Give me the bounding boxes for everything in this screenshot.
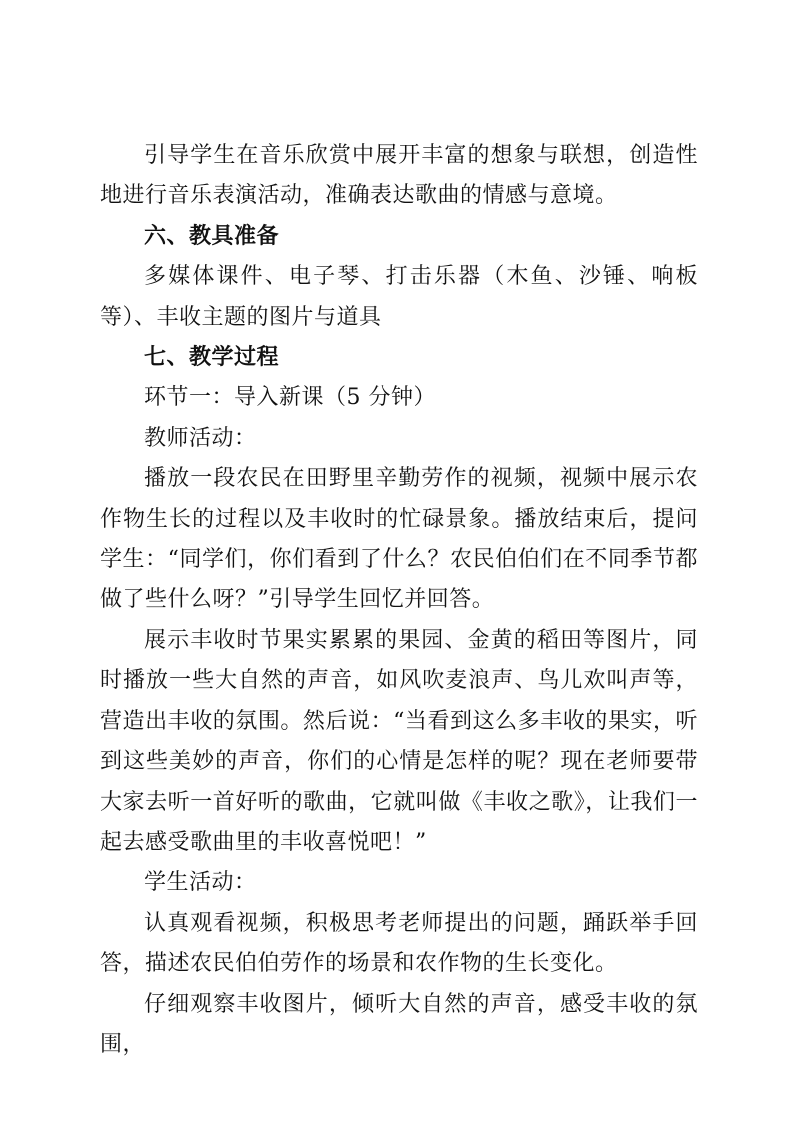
paragraph-student-watch: 认真观看视频，积极思考老师提出的问题，踊跃举手回答，描述农民伯伯劳作的场景和农作物的生长变化。 bbox=[100, 910, 698, 977]
paragraph-teacher-activity-label: 教师活动： bbox=[144, 425, 257, 451]
paragraph-harvest-pictures: 展示丰收时节果实累累的果园、金黄的稻田等图片，同时播放一些大自然的声音，如风吹麦浪声、鸟儿欢叫声等，营造出丰收的氛围。然后说：“当看到这么多丰收的果实，听到这些美妙的声音，你们的心情是怎样的呢？现在老师要带大家去听一首好听的歌曲，它就叫做《丰收之歌》，让我们一起去感受歌曲里的丰收喜悦吧！” bbox=[100, 627, 698, 855]
paragraph-video-intro: 播放一段农民在田野里辛勤劳作的视频，视频中展示农作物生长的过程以及丰收时的忙碌景象。播放结束后，提问学生：“同学们，你们看到了什么？农民伯伯们在不同季节都做了些什么呀？”引导学生回忆并回答。 bbox=[100, 466, 698, 613]
paragraph-student-observe: 仔细观察丰收图片，倾听大自然的声音，感受丰收的氛围， bbox=[100, 991, 698, 1057]
paragraph-student-activity-label: 学生活动： bbox=[144, 870, 257, 896]
paragraph-step-one-title: 环节一：导入新课（5 分钟） bbox=[144, 385, 436, 411]
paragraph-teaching-aids: 多媒体课件、电子琴、打击乐器（木鱼、沙锤、响板等）、丰收主题的图片与道具 bbox=[100, 264, 698, 330]
document-body bbox=[100, 136, 698, 1065]
paragraph-goal: 引导学生在音乐欣赏中展开丰富的想象与联想，创造性地进行音乐表演活动，准确表达歌曲的情感与意境。 bbox=[100, 143, 698, 209]
section-heading-teaching-aids: 六、教具准备 bbox=[144, 223, 280, 249]
section-heading-teaching-process: 七、教学过程 bbox=[144, 345, 280, 371]
